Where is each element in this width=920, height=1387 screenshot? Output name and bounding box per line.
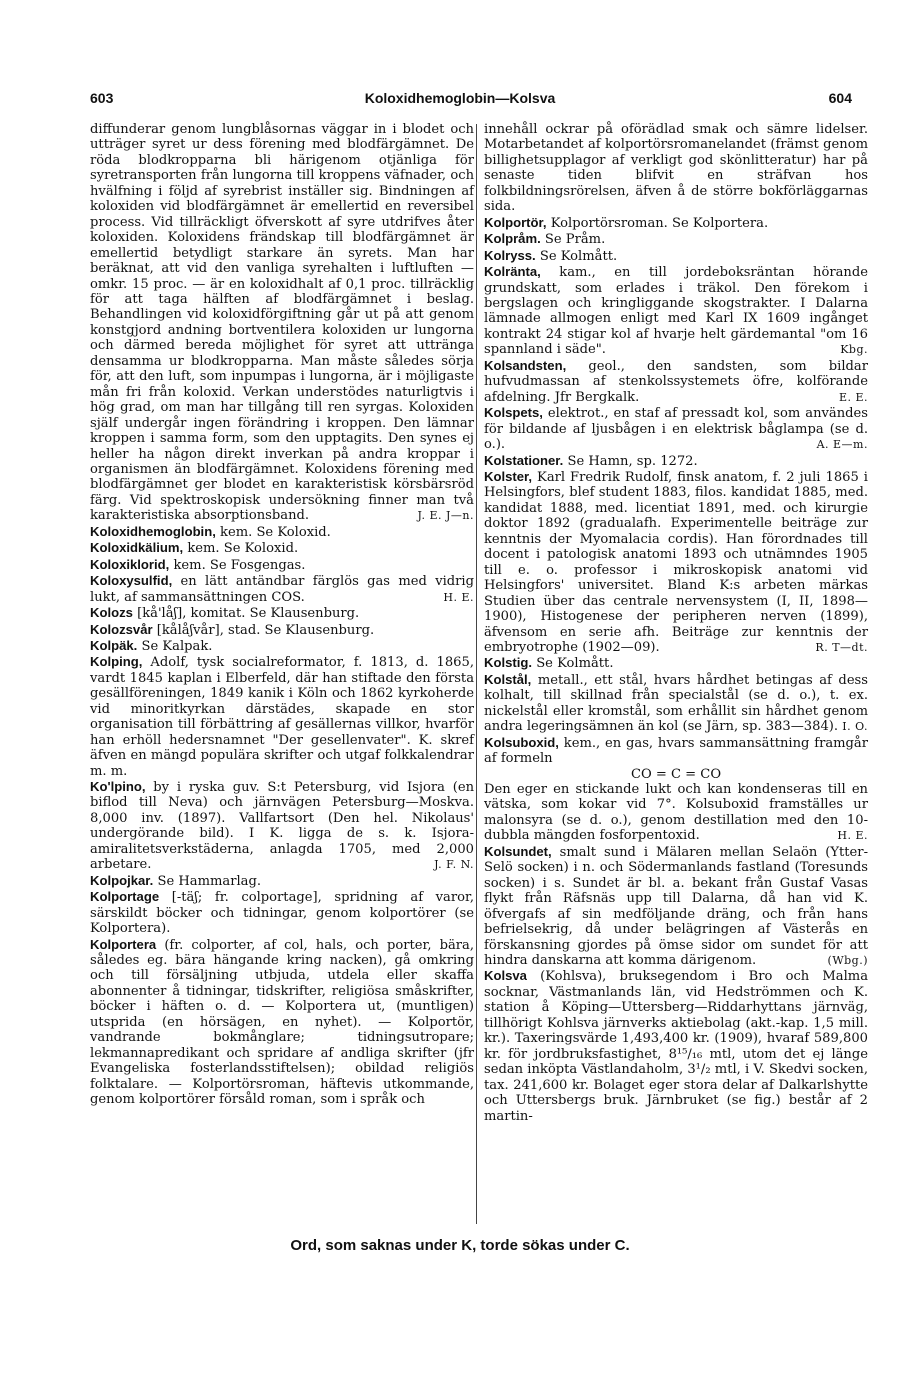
dictionary-entry	[484, 405, 868, 452]
page-number-right: 604	[828, 90, 852, 106]
entry-headword: Koloxysulfid,	[90, 573, 173, 589]
author-signature: J. F. N.	[434, 858, 474, 872]
author-signature: I. O.	[842, 720, 868, 734]
entry-text: [-täʃ; fr. colportage], spridning af varor, särskildt böcker och tidningar, genom kolportörer (se Kolportera).	[90, 890, 474, 937]
entry-text: [kå'låʃ], komitat. Se Klausenburg.	[137, 606, 360, 622]
page-number-left: 603	[90, 90, 114, 106]
entry-headword: Kolozsvår	[90, 621, 153, 637]
dictionary-entry	[484, 672, 868, 735]
entry-headword: Kolpojkar.	[90, 872, 154, 888]
left-column	[90, 122, 474, 1108]
dictionary-entry	[484, 735, 868, 767]
entry-text: Karl Fredrik Rudolf, finsk anatom, f. 2 juli 1865 i Helsingfors, blef student 1883, filos. kandidat 1885, med. kandidat 1888, med. licentiat 1891, med. och kirurgie doktor 1892 (gradualafh. Experimentelle beiträge zur kenntnis der Myomalacia cordis). Han förordnades till docent i patologisk anatomi 1893 och utnämndes 1905 till e. o. professor i mikroskopisk anatomi vid Helsingfors' universitet. Bland K:s arbeten märkas Studien über das centrale nervensystem (I, II, 1898—1900), Histogenese der peripheren nerven (1899), äfvensom en serie afh. Beiträge zur kenntnis der embryotrophe (1902—09).	[484, 469, 868, 655]
entry-text: Adolf, tysk socialreformator, f. 1813, d. 1865, vardt 1845 kaplan i Elberfeld, där han stiftade den första gesällföreningen, 1849 kanik i Köln och 1862 kyrkoherde vid minoritkyrkan därstädes, skapade en stor organisation till förbättring af gesällernas villkor, hvarför han erhöll hedersnamnet "Der gesellenvater". K. skref äfven en mängd populära skrifter och utgaf folkkalendrar m. m.	[90, 655, 474, 779]
dictionary-entry	[484, 264, 868, 358]
dictionary-entry	[90, 638, 474, 654]
right-column	[484, 122, 868, 1124]
dictionary-entry	[90, 540, 474, 556]
dictionary-entry	[484, 844, 868, 969]
entry-text: metall., ett stål, hvars hårdhet betingas af dess kolhalt, till skillnad från specialstål (se d. o.), t. ex. nickelstål eller kromstål, som erhållit sin hårdhet genom andra legeringsämnen än kol (se Järn, sp. 383—384).	[484, 672, 869, 735]
column-divider	[476, 124, 477, 1224]
author-signature: A. E—m.	[816, 438, 868, 452]
author-signature: H. E.	[837, 829, 868, 843]
formula-text: CO = C = CO	[630, 766, 722, 782]
entry-headword: Koloxidkälium,	[90, 540, 184, 556]
author-signature: R. T—dt.	[815, 640, 868, 654]
entry-headword: Kolping,	[90, 654, 143, 670]
dictionary-entry	[90, 654, 474, 779]
author-signature: E. E.	[838, 390, 868, 404]
dictionary-entry	[484, 469, 868, 655]
entry-text: en lätt antändbar färglös gas med vidrig lukt, af sammansättningen COS.	[90, 574, 474, 605]
entry-text: (fr. colporter, af col, hals, och porter, bära, således eg. bära hängande kring nacken), gå omkring och till försäljning utbjuda, utdela eller skaffa abonnenter å tidningar, tidskrifter, religiösa småskrifter, böcker i häften o. d. — Kolportera ut, (muntligen) utsprida (en hörsägen, en nyhet). — Kolportör, vandrande bokmånglare; tidningsutropare; lekmannapredikant och spridare af andliga skrifter (jfr Evangeliska fosterlandsstiftelsen); obildad religiös folktalare. — Kolportörsroman, häftevis utkommande, genom kolportörer försåld roman, som i språk och	[90, 937, 474, 1108]
dictionary-entry	[484, 782, 868, 844]
dictionary-entry	[484, 215, 868, 231]
dictionary-entry	[484, 655, 868, 671]
entry-headword: Kolpråm.	[484, 231, 541, 247]
dictionary-entry	[90, 573, 474, 605]
entry-text: kem., en gas, hvars sammansättning framgår af formeln	[484, 735, 868, 767]
entry-text: kem. Se Koloxid.	[220, 524, 331, 540]
dictionary-entry	[90, 557, 474, 573]
dictionary-entry	[90, 524, 474, 540]
footer-note: Ord, som saknas under K, torde sökas under C.	[290, 1237, 630, 1254]
entry-text: Se Hammarlag.	[157, 873, 262, 889]
entry-text: Den eger en stickande lukt och kan kondenseras till en vätska, som kokar vid 7°. Kolsuboxid framställes ur malonsyra (se d. o.), genom destillation med den 10-dubbla mängden fosforpentoxid.	[484, 782, 868, 844]
dictionary-entry	[90, 122, 474, 524]
author-signature: Kbg.	[840, 343, 868, 357]
dictionary-entry	[484, 231, 868, 247]
dictionary-entry	[90, 605, 474, 621]
entry-headword: Kolspets,	[484, 405, 543, 421]
entry-headword: Koloxiklorid,	[90, 556, 170, 572]
dictionary-entry	[90, 873, 474, 889]
entry-headword: Koloxidhemoglobin,	[90, 523, 216, 539]
entry-text: smalt sund i Mälaren mellan Selaön (Ytter-Selö socken) i n. och Södermanlands fastland (Toresunds socken) i s. Sundet är bl. a. bekant från Gustaf Vasas flykt från Räfsnäs upp till Dalarna, då han vid K. öfvergafs af sin medföljande dräng, och från hans befrielsekrig, då under belägringen af Västerås en förskansning gjordes på ömse sidor om sundet för att hindra danskarna att komma därigenom.	[484, 844, 868, 969]
entry-headword: Kolstationer.	[484, 452, 564, 468]
entry-headword: Kolsva	[484, 968, 527, 984]
entry-headword: Ko'lpino,	[90, 779, 146, 795]
author-signature: J. E. J—n.	[417, 509, 474, 523]
dictionary-entry	[90, 937, 474, 1108]
entry-headword: Kolpäk.	[90, 637, 138, 653]
dictionary-entry	[484, 453, 868, 469]
entry-text: Se Kolmått.	[539, 248, 618, 264]
entry-headword: Kolstig.	[484, 655, 533, 671]
dictionary-entry	[484, 968, 868, 1124]
entry-text: [kålåʃvår], stad. Se Klausenburg.	[156, 622, 375, 638]
entry-text: Se Pråm.	[544, 232, 606, 248]
dictionary-entry	[90, 622, 474, 638]
entry-text: innehåll ockrar på oförädlad smak och sämre lidelser. Motarbetandet af kolportörsromanelandet (främst genom billighetsupplagor af verkligt god skönlitteratur) har på senaste tiden blifvit en sträfvan hos folkbildningsrörelsen, äfven å de större bokförläggarnas sida.	[484, 122, 868, 215]
page-header	[0, 90, 920, 112]
entry-headword: Kolstål,	[484, 671, 532, 687]
dictionary-entry	[484, 358, 868, 405]
entry-text: Se Kolmått.	[536, 656, 614, 672]
entry-text: (Kohlsva), bruksegendom i Bro och Malma socknar, Västmanlands län, vid Hedströmmen och K. station å Köping—Uttersberg—Riddarhyttans järnväg, tillhörigt Kohlsva järnverks aktiebolag (akt.-kap. 1,5 mill. kr.). Taxeringsvärde 1,493,400 kr. (1909), hvaraf 589,800 kr. för jordbruksfastighet, 8¹⁵/₁₆ mtl, utom det ej länge sedan inköpta Västlandaholm, 3¹/₂ mtl, i V. Skedvi socken, tax. 241,600 kr. Bolaget eger stora delar af Dalkarlshytte och Uttersbergs bruk. Järnbruket (se fig.) består af 2 martin-	[484, 969, 868, 1124]
entry-headword: Kolränta,	[484, 264, 541, 280]
entry-text: kem. Se Koloxid.	[187, 541, 299, 557]
entry-headword: Kolportör,	[484, 214, 547, 230]
entry-headword: Kolsuboxid,	[484, 734, 559, 750]
dictionary-entry	[484, 248, 868, 264]
entry-text: Se Kalpak.	[141, 638, 213, 654]
entry-headword: Kolozs	[90, 605, 133, 621]
author-signature: (Wbg.)	[827, 954, 868, 968]
running-title: Koloxidhemoglobin—Kolsva	[364, 90, 556, 106]
entry-text: by i ryska guv. S:t Petersburg, vid Isjora (en biflod till Neva) och järnvägen Petersburg—Moskva. 8,000 inv. (1897). Vallfartsort (Den hel. Nikolaus' undergörande bild). I K. ligga de s. k. Isjora-amiralitetsverkstäderna, anlagda 1705, med 2,000 arbetare.	[90, 780, 474, 873]
entry-text: elektrot., en staf af pressadt kol, som användes för bildande af ljusbågen i en elektrisk båglampa (se d. o.).	[484, 406, 868, 453]
entry-headword: Kolryss.	[484, 247, 536, 263]
entry-headword: Kolster,	[484, 468, 533, 484]
entry-text: diffunderar genom lungblåsornas väggar in i blodet och utträger syret ur dess förening med blodfärgämnet. De röda blodkropparna bli härigenom otjänliga för syretransporten från lungorna till kroppens väfnader, och hvälfning i följd af syrebrist inställer sig. Bindningen af koloxiden vid blodfärgämnet är emellertid en reversibel process. Vid tillräckligt öfverskott af syre utdrifves åter koloxiden. Koloxidens frändskap till blodfärgämnet är emellertid betydligt starkare än syrets. Man har beräknat, att vid den vanliga syrehalten i luftluften — omkr. 15 proc. — är en koloxidhalt af 0,1 proc. tillräcklig för att taga hälften af blodfärgämnet i beslag. Behandlingen vid koloxidförgiftning går ut på att genom konstgjord andning bortventilera koloxiden ur lungorna och därmed bereda möjlighet för syret att uttränga densamma ur blodkropparna. Man måste således sörja för, att den luft, som inpumpas i lungorna, är i möjligaste mån fri från koloxid. Verkan understödes naturligtvis i hög grad, om man har tillgång till ren syrgas. Koloxiden själf undergår ingen förändring i kroppen. Den lämnar kroppen i samma form, som den upptagits. Den synes ej heller ha någon direkt inverkan på andra kroppar i organismen än blodfärgämnet. Koloxidens förening med blodfärgämnet ger blodet en karakteristisk körsbärsröd färg. Vid spektroskopisk undersökning finner man två karakteristiska absorptionsband.	[90, 122, 474, 524]
dictionary-entry	[90, 889, 474, 936]
entry-headword: Kolsandsten,	[484, 357, 567, 373]
entry-headword: Kolsundet,	[484, 843, 552, 859]
entry-text: kem. Se Fosgengas.	[173, 557, 306, 573]
entry-text: Se Hamn, sp. 1272.	[567, 453, 698, 469]
author-signature: H. E.	[443, 590, 474, 604]
entry-text: Kolportörsroman. Se Kolportera.	[550, 215, 769, 231]
dictionary-entry	[484, 122, 868, 215]
chemical-formula	[484, 767, 868, 782]
entry-headword: Kolportage	[90, 889, 160, 905]
entry-text: kam., en till jordeboksräntan hörande grundskatt, som erlades i träkol. Den förekom i bergslagen och kringliggande skogstrakter. I Dalarna lämnade allmogen enligt med Karl IX 1609 ingånget kontrakt 24 stigar kol af hvarje helt gärdemantal "om 16 spannland i säde".	[484, 265, 868, 358]
dictionary-entry	[90, 779, 474, 873]
entry-headword: Kolportera	[90, 936, 157, 952]
entry-text: geol., den sandsten, som bildar hufvudmassan af stenkolssystemets öfre, kolförande afdelning. Jfr Bergkalk.	[484, 358, 868, 405]
